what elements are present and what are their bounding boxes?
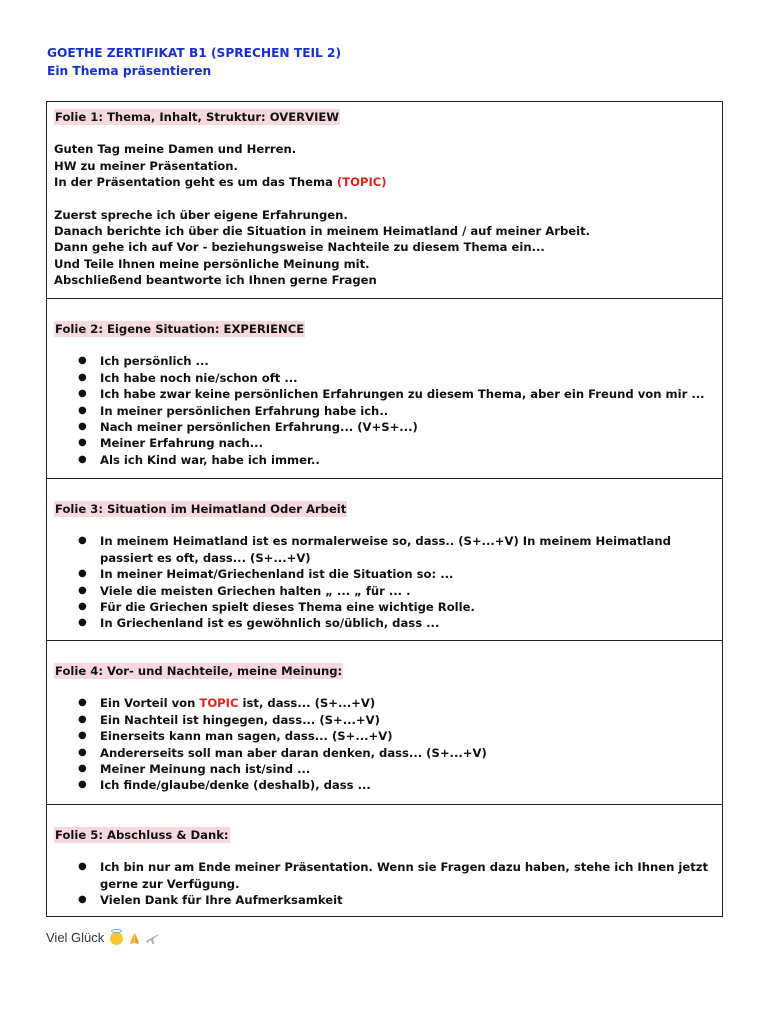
slide-2-heading: Folie 2: Eigene Situation: EXPERIENCE [55,322,305,336]
list-item: ● In meiner persönlichen Erfahrung habe ich.. [78,403,389,418]
text-line: Guten Tag meine Damen und Herren. [54,142,297,157]
list-item: ● Andererseits soll man aber daran denken, dass... (S+...+V) [78,745,487,760]
bullet-icon: ● [78,894,87,906]
list-item: ● Ich persönlich ... [78,354,209,369]
slide-5-bullets [54,859,715,908]
slide-3-bullets [54,533,715,631]
bullet-icon: ● [78,404,87,416]
slide-4-heading: Folie 4: Vor- und Nachteile, meine Meinung: [55,664,343,678]
list-item: ● Ich finde/glaube/denke (deshalb), dass ... [78,778,371,793]
folded-hands-icon [128,932,141,945]
list-item: ● Ich habe zwar keine persönlichen Erfahrungen zu diesem Thema, aber ein Freund von mir ... [78,387,705,402]
slide-1-structure [54,207,715,289]
topic-placeholder: TOPIC [199,696,239,711]
list-item: ● In meiner Heimat/Griechenland ist die Situation so: ... [78,567,454,582]
airplane-icon [145,932,160,945]
topic-line: In der Präsentation geht es um das Thema (TOPIC) [54,175,387,190]
slide-5-cell [47,804,722,916]
list-item: ● Ein Vorteil von TOPIC ist, dass... (S+...+V) [78,696,376,711]
bullet-icon: ● [78,355,87,367]
bullet-icon: ● [78,388,87,400]
text-line: Zuerst spreche ich über eigene Erfahrungen. [54,207,348,222]
bullet-icon: ● [78,730,87,742]
list-item: ● Für die Griechen spielt dieses Thema eine wichtige Rolle. [78,600,475,615]
bullet-icon: ● [78,713,87,725]
list-item: ● Nach meiner persönlichen Erfahrung... (V+S+...) [78,420,418,435]
list-item: ● Ich habe noch nie/schon oft ... [78,370,298,385]
list-item: ● Meiner Meinung nach ist/sind ... [78,762,311,777]
bullet-icon: ● [78,584,87,596]
slide-3-cell [47,478,722,640]
bullet-icon: ● [78,453,87,465]
slide-4-cell [47,640,722,804]
text-line: Danach berichte ich über die Situation in meinem Heimatland / auf meiner Arbeit. [54,224,591,239]
document-title: GOETHE ZERTIFIKAT B1 (SPRECHEN TEIL 2) [47,46,342,60]
bullet-icon: ● [78,601,87,613]
list-item: ● Ich bin nur am Ende meiner Präsentation. Wenn sie Fragen dazu haben, stehe ich Ihnen jetzt gerne zur Verfügung. [78,860,709,891]
list-item: ● Viele die meisten Griechen halten „ ... „ für ... . [78,583,411,598]
footer [46,930,160,945]
bullet-icon: ● [78,746,87,758]
slide-2-cell [47,298,722,478]
bullet-icon: ● [78,617,87,629]
slide-5-heading: Folie 5: Abschluss & Dank: [55,828,229,842]
slide-1-cell [47,102,722,298]
slide-2-bullets [54,353,715,468]
list-item: ● Meiner Erfahrung nach... [78,436,263,451]
list-item: ● In Griechenland ist es gewöhnlich so/üblich, dass ... [78,616,440,631]
bullet-icon: ● [78,437,87,449]
slides-table [46,101,723,917]
document-header [47,44,341,80]
topic-placeholder: (TOPIC) [336,175,387,190]
bullet-icon: ● [78,535,87,547]
list-item: ● Als ich Kind war, habe ich immer.. [78,452,320,467]
text-line: Dann gehe ich auf Vor - beziehungsweise Nachteile zu diesem Thema ein... [54,240,545,255]
smiling-face-with-halo-icon [110,932,123,945]
bullet-icon: ● [78,861,87,873]
list-item: ● Einerseits kann man sagen, dass... (S+...+V) [78,729,393,744]
text-line: HW zu meiner Präsentation. [54,158,238,173]
bullet-icon: ● [78,421,87,433]
bullet-icon: ● [78,763,87,775]
bullet-icon: ● [78,697,87,709]
slide-4-bullets [54,695,715,793]
text-line: Abschließend beantworte ich Ihnen gerne Fragen [54,273,377,288]
footer-text: Viel Glück [46,930,105,945]
slide-1-intro [54,141,715,190]
list-item: ● Vielen Dank für Ihre Aufmerksamkeit [78,893,343,908]
bullet-icon: ● [78,371,87,383]
slide-3-heading: Folie 3: Situation im Heimatland Oder Arbeit [55,502,347,516]
bullet-icon: ● [78,779,87,791]
bullet-icon: ● [78,568,87,580]
list-item: ● Ein Nachteil ist hingegen, dass... (S+...+V) [78,712,380,727]
document-subtitle: Ein Thema präsentieren [47,64,212,78]
slide-1-heading: Folie 1: Thema, Inhalt, Struktur: OVERVIEW [55,110,340,124]
list-item: ● In meinem Heimatland ist es normalerweise so, dass.. (S+...+V) In meinem Heimatland passiert es oft, dass... (S+...+V) [78,534,671,565]
text-line: Und Teile Ihnen meine persönliche Meinung mit. [54,256,370,271]
